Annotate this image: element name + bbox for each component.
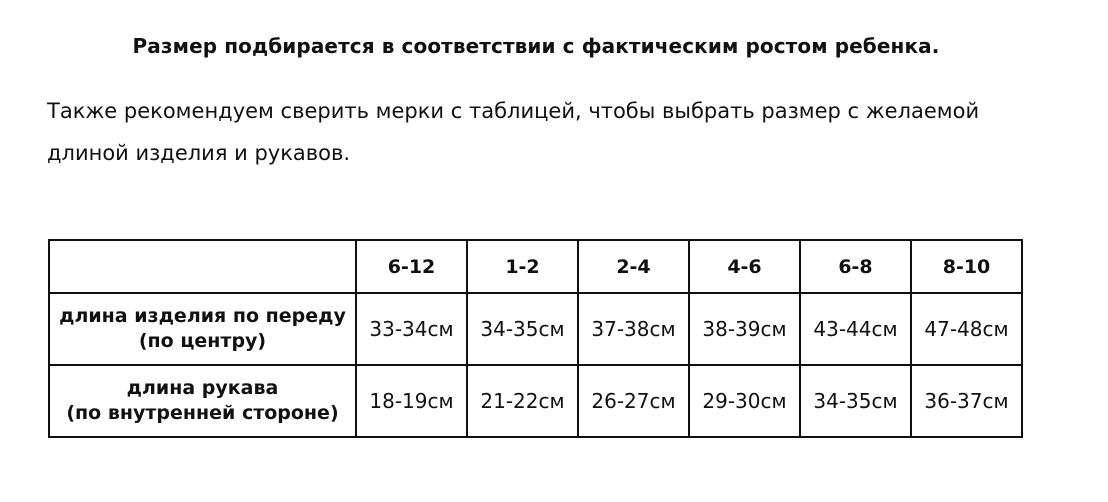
- intro-paragraph: [47, 90, 1027, 174]
- intro-line-2: длиной изделия и рукавов.: [47, 141, 351, 165]
- table-row: [49, 365, 1022, 437]
- page-heading: Размер подбирается в соответствии с фактическим ростом ребенка.: [132, 34, 940, 58]
- table-cell: 47-48см: [911, 293, 1022, 365]
- row-label-garment-length: [49, 293, 356, 365]
- table-cell: 38-39см: [689, 293, 800, 365]
- size-header-cell: 1-2: [467, 240, 578, 293]
- table-cell: 43-44см: [800, 293, 911, 365]
- row-label-line: длина рукава: [126, 377, 279, 399]
- table-cell: 34-35см: [800, 365, 911, 437]
- table-header-row: [49, 240, 1022, 293]
- size-header-cell: 8-10: [911, 240, 1022, 293]
- table-cell: 34-35см: [467, 293, 578, 365]
- table-cell: 33-34см: [356, 293, 467, 365]
- table-cell: 18-19см: [356, 365, 467, 437]
- intro-line-1: Также рекомендуем сверить мерки с таблицей, чтобы выбрать размер с желаемой: [47, 99, 980, 123]
- table-row: [49, 293, 1022, 365]
- table-corner-cell: [49, 240, 356, 293]
- table-cell: 37-38см: [578, 293, 689, 365]
- size-header-cell: 4-6: [689, 240, 800, 293]
- row-label-line: длина изделия по переду: [59, 305, 346, 327]
- table-cell: 26-27см: [578, 365, 689, 437]
- size-header-cell: 2-4: [578, 240, 689, 293]
- table-cell: 21-22см: [467, 365, 578, 437]
- row-label-sleeve-length: [49, 365, 356, 437]
- table-cell: 29-30см: [689, 365, 800, 437]
- row-label-line: (по внутренней стороне): [66, 402, 339, 424]
- size-chart-table: [48, 239, 1023, 438]
- size-header-cell: 6-12: [356, 240, 467, 293]
- table-cell: 36-37см: [911, 365, 1022, 437]
- row-label-line: (по центру): [138, 330, 267, 352]
- size-header-cell: 6-8: [800, 240, 911, 293]
